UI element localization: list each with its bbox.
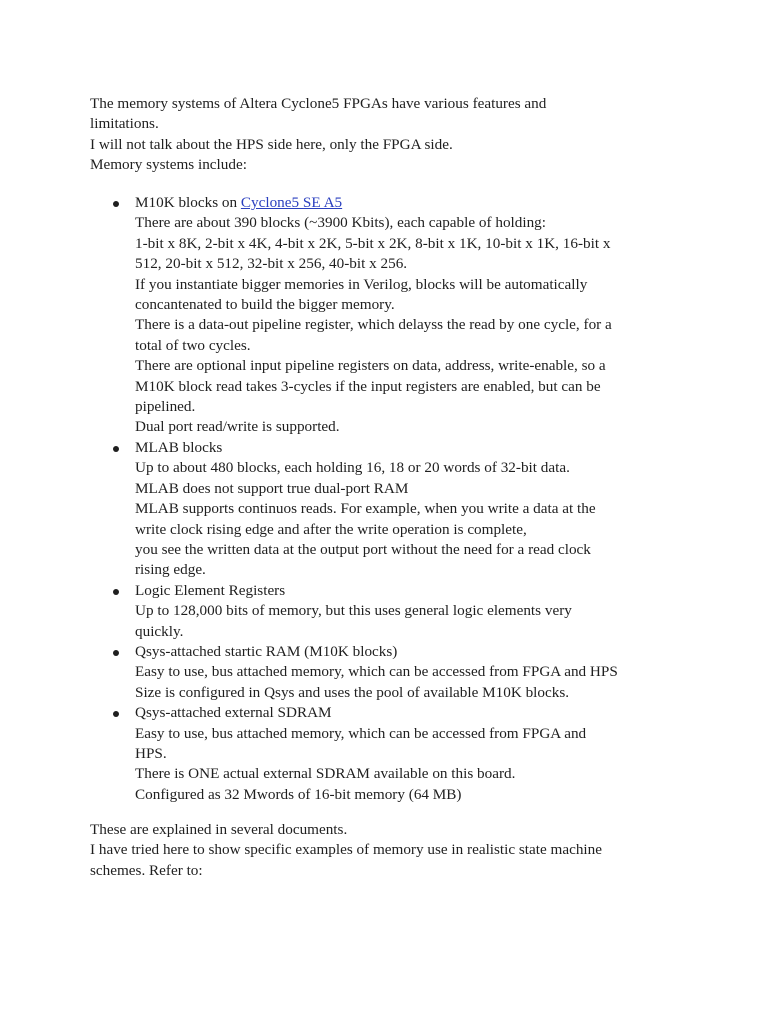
list-item-title-prefix: M10K blocks on <box>135 194 241 211</box>
intro-line: The memory systems of Altera Cyclone5 FPGAs have various features and <box>90 95 547 112</box>
outro-line: I have tried here to show specific examples of memory use in realistic state machine <box>90 841 602 859</box>
list-item-line: There are about 390 blocks (~3900 Kbits), each capable of holding: <box>135 214 546 232</box>
bullet-dot-icon <box>113 446 119 452</box>
list-item-line: Configured as 32 Mwords of 16-bit memory (64 MB) <box>135 785 462 803</box>
list-item-line: you see the written data at the output port without the need for a read clock <box>135 540 591 558</box>
list-item-line: M10K block read takes 3-cycles if the input registers are enabled, but can be <box>135 377 601 395</box>
outro-line: These are explained in several documents. <box>90 821 348 838</box>
list-item-title: Qsys-attached startic RAM (M10K blocks) <box>135 642 398 660</box>
list-item-qsys-static-ram <box>90 642 690 703</box>
bullet-dot-icon <box>113 711 119 717</box>
intro-line: Memory systems include: <box>90 156 247 174</box>
intro-line: I will not talk about the HPS side here, only the FPGA side. <box>90 135 453 153</box>
bullet-dot-icon <box>113 650 119 656</box>
list-item-line: concantenated to build the bigger memory. <box>135 296 395 314</box>
list-item-mlab-blocks <box>90 438 690 581</box>
intro-line: limitations. <box>90 115 159 133</box>
intro-paragraph <box>90 94 690 176</box>
list-item-line: write clock rising edge and after the write operation is complete, <box>135 520 527 538</box>
list-item-line: Easy to use, bus attached memory, which can be accessed from FPGA and HPS <box>135 663 618 681</box>
list-item-line: 512, 20-bit x 512, 32-bit x 256, 40-bit x 256. <box>135 255 408 273</box>
bullet-dot-icon <box>113 201 119 207</box>
memory-systems-list <box>90 193 690 805</box>
list-item-logic-element-registers <box>90 581 690 642</box>
list-item-line: pipelined. <box>135 398 196 416</box>
list-item-title: Logic Element Registers <box>135 581 286 599</box>
list-item-line: There is a data-out pipeline register, which delayss the read by one cycle, for a <box>135 316 612 334</box>
cyclone5-se-a5-link[interactable]: Cyclone5 SE A5 <box>240 194 343 211</box>
list-item-line: total of two cycles. <box>135 336 251 354</box>
list-item-line: If you instantiate bigger memories in Verilog, blocks will be automatically <box>135 275 588 293</box>
list-item-line: Size is configured in Qsys and uses the pool of available M10K blocks. <box>135 683 570 701</box>
list-item-title: MLAB blocks <box>135 438 223 456</box>
list-item-line: Up to 128,000 bits of memory, but this uses general logic elements very <box>135 602 572 620</box>
list-item-qsys-external-sdram <box>90 703 690 805</box>
outro-line: schemes. Refer to: <box>90 861 203 879</box>
outro-paragraph <box>90 820 690 881</box>
list-item-line: HPS. <box>135 744 167 762</box>
list-item-line: There is ONE actual external SDRAM available on this board. <box>135 765 516 783</box>
list-item-line: Up to about 480 blocks, each holding 16, 18 or 20 words of 32-bit data. <box>135 459 570 477</box>
list-item-line: Easy to use, bus attached memory, which can be accessed from FPGA and <box>135 724 587 742</box>
list-item-line: There are optional input pipeline registers on data, address, write-enable, so a <box>135 357 606 375</box>
list-item-title: Qsys-attached external SDRAM <box>135 704 332 722</box>
list-item-line: quickly. <box>135 622 184 640</box>
list-item-m10k-blocks <box>90 193 690 438</box>
list-item-line: Dual port read/write is supported. <box>135 418 340 436</box>
list-item-line: MLAB supports continuos reads. For example, when you write a data at the <box>135 500 596 518</box>
list-item-line: rising edge. <box>135 561 206 579</box>
list-item-line: MLAB does not support true dual-port RAM <box>135 479 409 497</box>
bullet-dot-icon <box>113 589 119 595</box>
list-item-title <box>135 193 690 213</box>
list-item-line: 1-bit x 8K, 2-bit x 4K, 4-bit x 2K, 5-bit x 2K, 8-bit x 1K, 10-bit x 1K, 16-bit x <box>135 234 611 252</box>
